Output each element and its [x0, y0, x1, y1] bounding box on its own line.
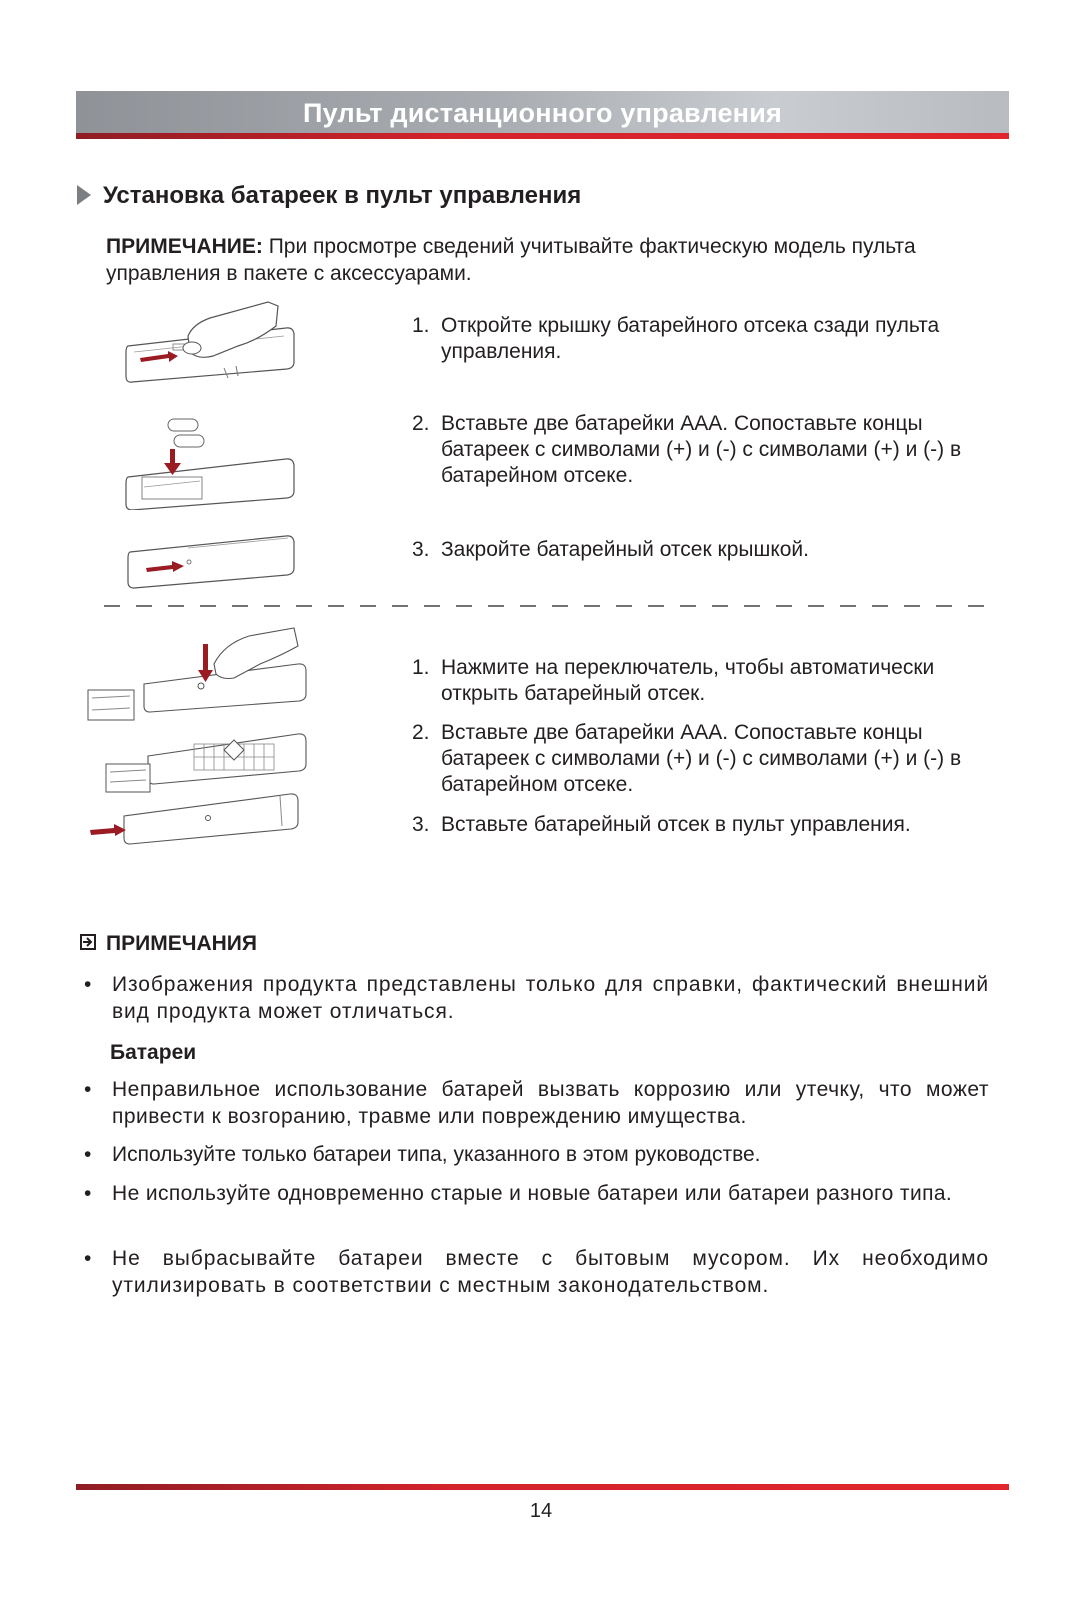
batteries-heading: Батареи	[110, 1041, 197, 1064]
remote-popout-compartment-illustration	[84, 626, 314, 848]
section-heading	[77, 182, 581, 210]
step-a-1: 1. Откройте крышку батарейного отсека сзади пульта управления.	[412, 314, 940, 363]
step-b-1: 1. Нажмите на переключатель, чтобы автоматически открыть батарейный отсек.	[412, 656, 935, 705]
page-header	[76, 91, 1009, 139]
battery-bullet-3: • Не используйте одновременно старые и новые батареи или батареи разного типа.	[84, 1182, 953, 1205]
section-heading-text: Установка батареек в пульт управления	[103, 182, 582, 209]
dashed-divider	[104, 603, 989, 609]
battery-bullet-2: • Используйте только батареи типа, указанного в этом руководстве.	[84, 1143, 761, 1166]
step-b-3: 3. Вставьте батарейный отсек в пульт управления.	[412, 813, 911, 836]
step-a-2: 2. Вставьте две батарейки ААА. Сопоставьте концы батареек с символами (+) и (-) с символами (+) и (-) в батарейном отсеке.	[412, 412, 962, 487]
notes-arrow-icon	[80, 934, 96, 950]
note-label: ПРИМЕЧАНИЕ:	[106, 235, 263, 258]
page-title: Пульт дистанционного управления	[303, 98, 782, 128]
section-triangle-icon	[77, 185, 91, 205]
accessory-note	[106, 233, 986, 287]
notes-heading-text: ПРИМЕЧАНИЯ	[106, 932, 257, 955]
footer-red-line	[76, 1484, 1009, 1490]
battery-bullet-4: • Не выбрасывайте батареи вместе с бытовым мусором. Их необходимо утилизировать в соответствии с местным законодательством.	[84, 1247, 989, 1297]
remote-open-cover-illustration	[118, 296, 303, 388]
battery-bullet-1: • Неправильное использование батарей вызвать коррозию или утечку, что может привести к возгоранию, травме или повреждению имущества.	[84, 1078, 989, 1128]
header-red-line	[76, 133, 1009, 139]
note-text: При просмотре сведений учитывайте фактическую модель пульта управления в пакете с аксессуарами.	[106, 235, 916, 285]
arrow-icon	[90, 824, 126, 836]
notes-heading	[80, 932, 257, 956]
step-b-2: 2. Вставьте две батарейки ААА. Сопоставьте концы батареек с символами (+) и (-) с символами (+) и (-) в батарейном отсеке.	[412, 721, 962, 796]
note-bullet-product: • Изображения продукта представлены только для справки, фактический внешний вид продукта может отличаться.	[84, 973, 989, 1023]
remote-insert-batteries-illustration	[118, 415, 303, 510]
page-number: 14	[529, 1500, 553, 1522]
step-a-3: 3. Закройте батарейный отсек крышкой.	[412, 538, 809, 561]
remote-close-cover-illustration	[118, 530, 303, 592]
